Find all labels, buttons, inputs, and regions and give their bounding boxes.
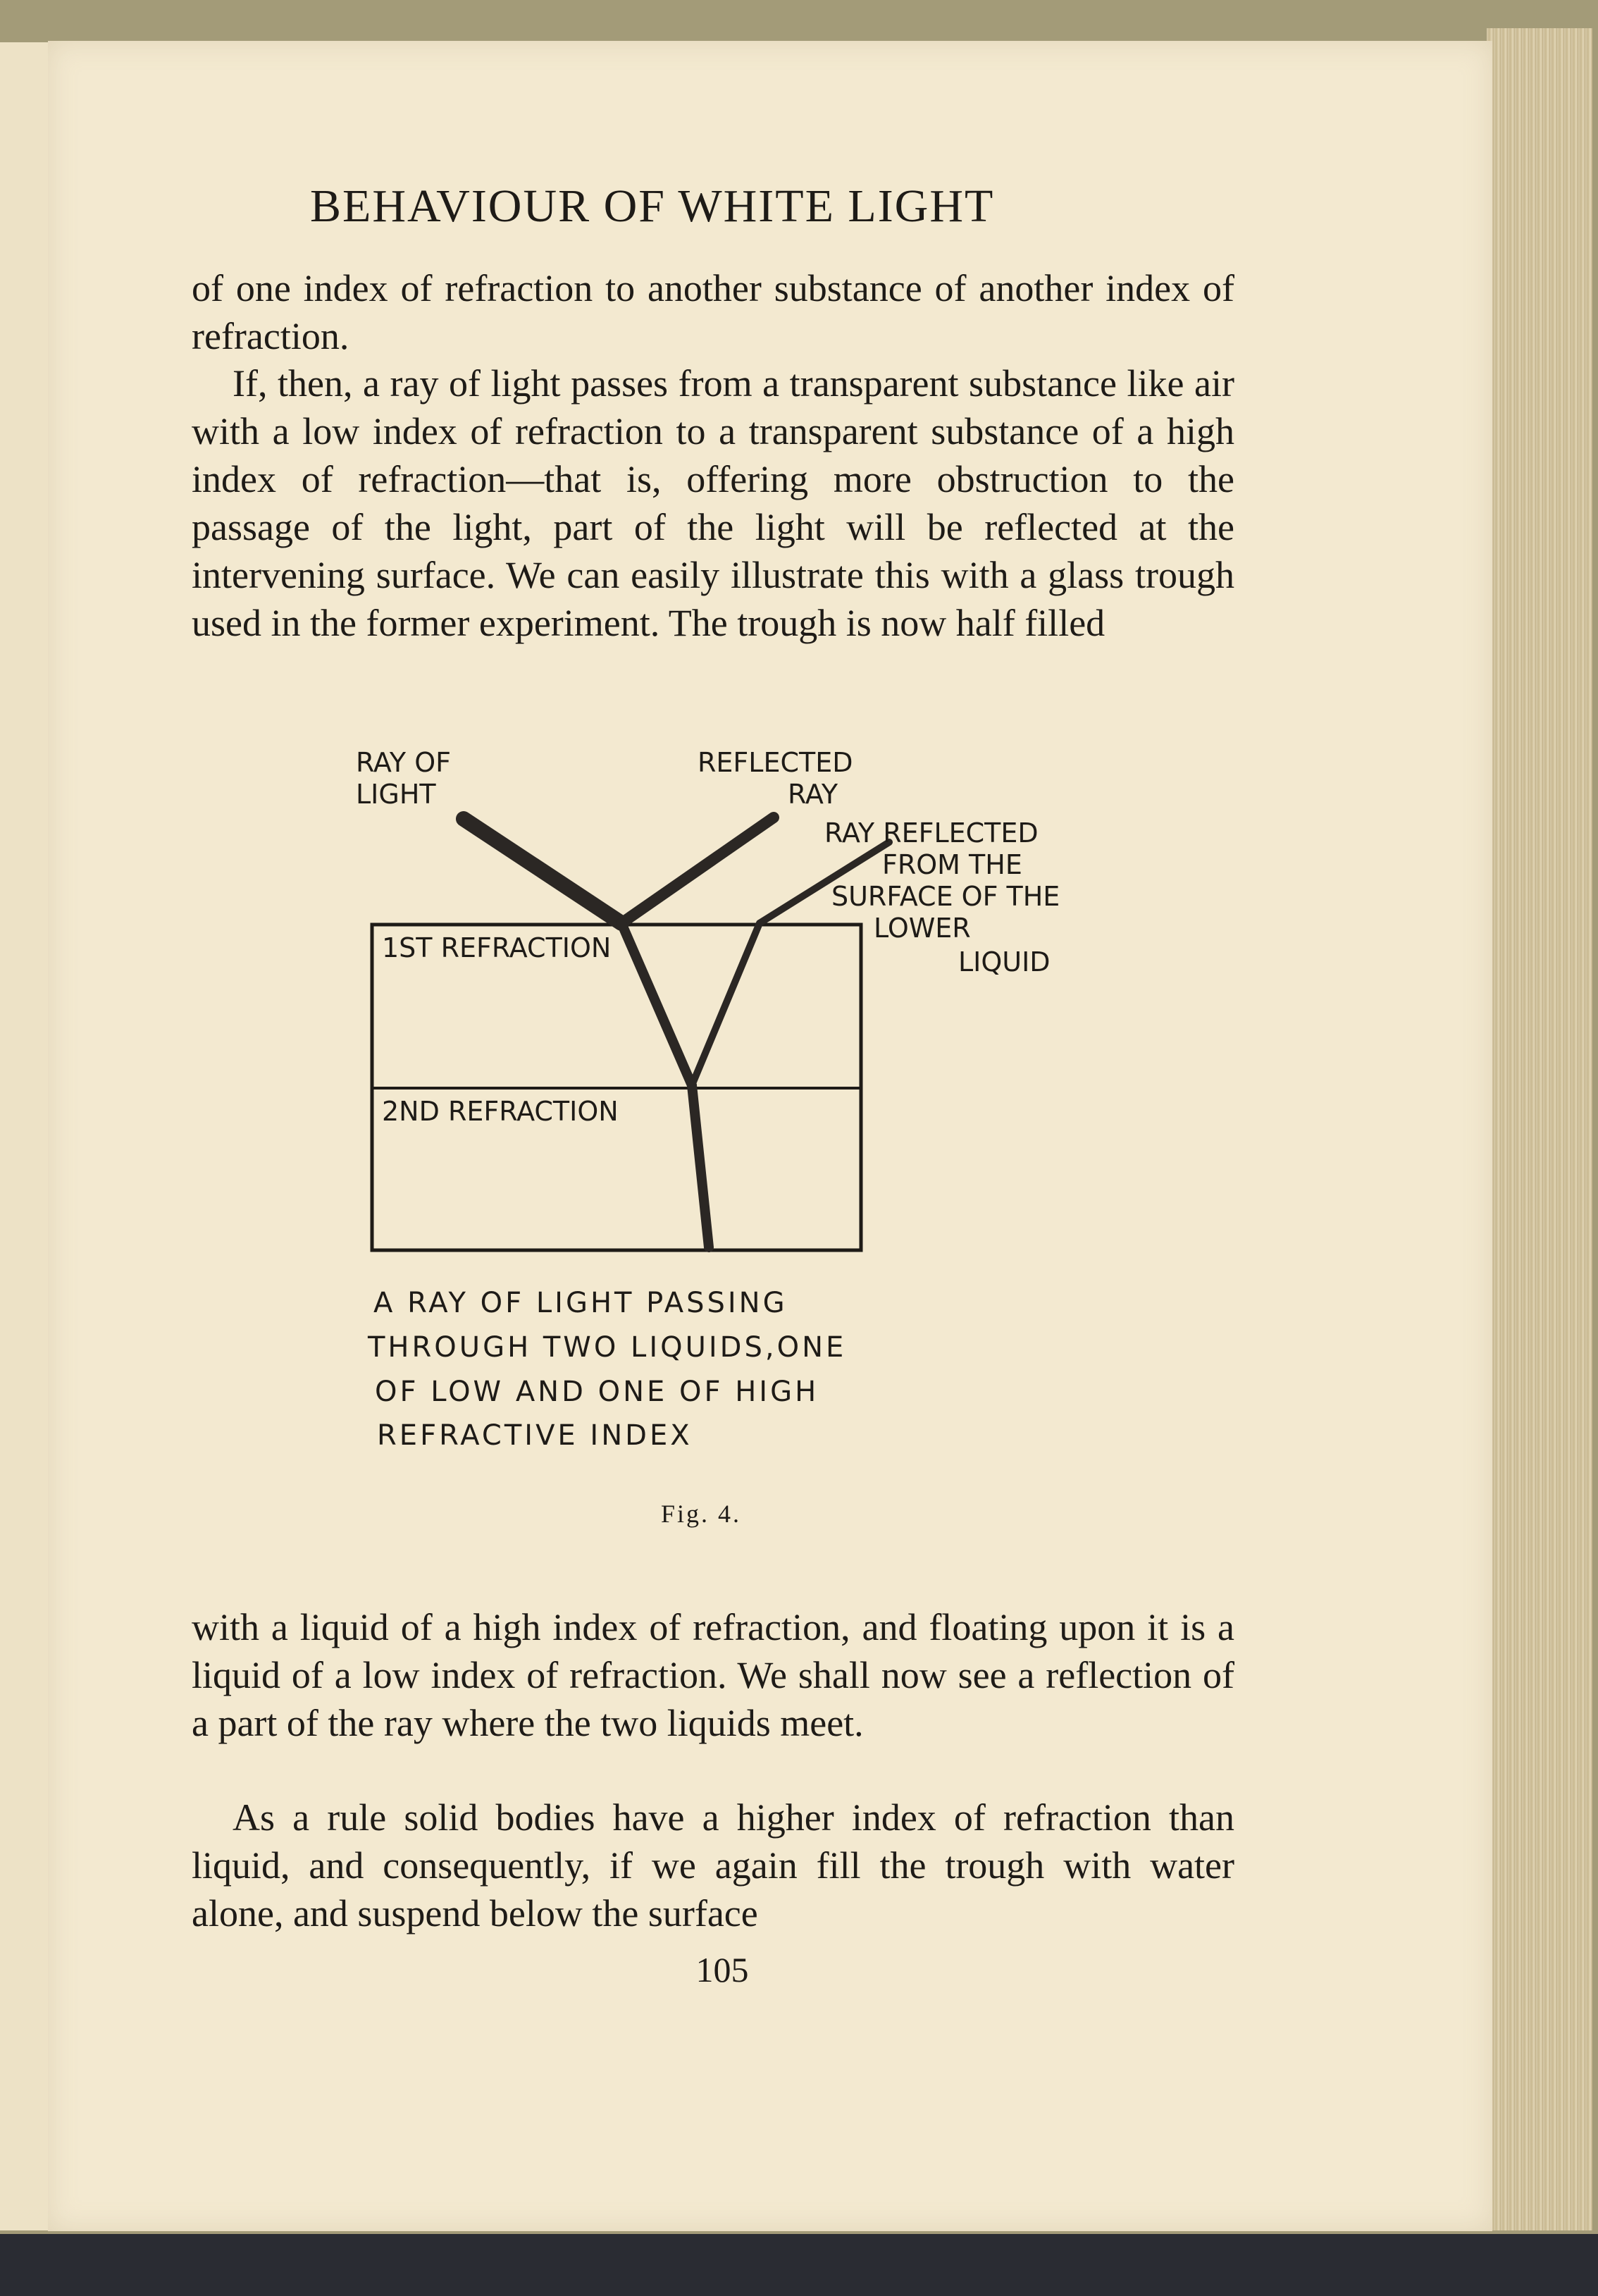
first-refracted-ray [621, 923, 692, 1085]
second-reflected-ray-up [692, 923, 760, 1085]
label-ray-reflected-3: SURFACE OF THE [831, 881, 1060, 912]
paragraph: with a liquid of a high index of refraction, and floating upon it is a liquid of a low index of refraction. We shall now see a reflection of a part of the ray where the two liquids meet. [192, 1606, 1234, 1744]
paragraph: If, then, a ray of light passes from a transparent substance like air with a low index of refraction to a transparent substance of a high index of refraction—that is, offering more obstruction to the passage of the light, part of the light will be reflected at the intervening surface. We can easily illustrate this with a glass trough used in the former experiment. The trough is now half filled [192, 362, 1234, 644]
label-ray-reflected-1: RAY REFLECTED [824, 817, 1039, 848]
paragraph: As a rule solid bodies have a higher index of refraction than liquid, and consequently, if we again fill the trough with water alone, and suspend below the surface [192, 1796, 1234, 1934]
second-refracted-ray [692, 1085, 709, 1247]
label-ray-reflected-2: FROM THE [882, 849, 1022, 880]
paragraph: of one index of refraction to another substance of another index of refraction. [192, 267, 1234, 357]
label-second-refraction: 2ND REFRACTION [382, 1096, 619, 1127]
running-header: BEHAVIOUR OF WHITE LIGHT [310, 180, 995, 232]
label-first-refraction: 1ST REFRACTION [382, 932, 612, 963]
caption-line: THROUGH TWO LIQUIDS,ONE [368, 1331, 847, 1364]
label-ray-of-light-2: LIGHT [356, 779, 436, 810]
label-reflected-ray-1: REFLECTED [698, 747, 853, 778]
caption-line: A RAY OF LIGHT PASSING [373, 1287, 788, 1319]
label-ray-reflected-4: LOWER [874, 913, 971, 944]
label-ray-reflected-5: LIQUID [958, 946, 1051, 977]
caption-line: OF LOW AND ONE OF HIGH [375, 1376, 819, 1408]
reflected-ray [621, 817, 774, 923]
figure-number: Fig. 4. [661, 1500, 742, 1528]
label-reflected-ray-2: RAY [788, 779, 838, 810]
incident-ray [464, 819, 621, 923]
page-number: 105 [695, 1950, 749, 1989]
light-rays [464, 817, 889, 1247]
caption-line: REFRACTIVE INDEX [377, 1419, 693, 1452]
label-ray-of-light-1: RAY OF [356, 747, 451, 778]
